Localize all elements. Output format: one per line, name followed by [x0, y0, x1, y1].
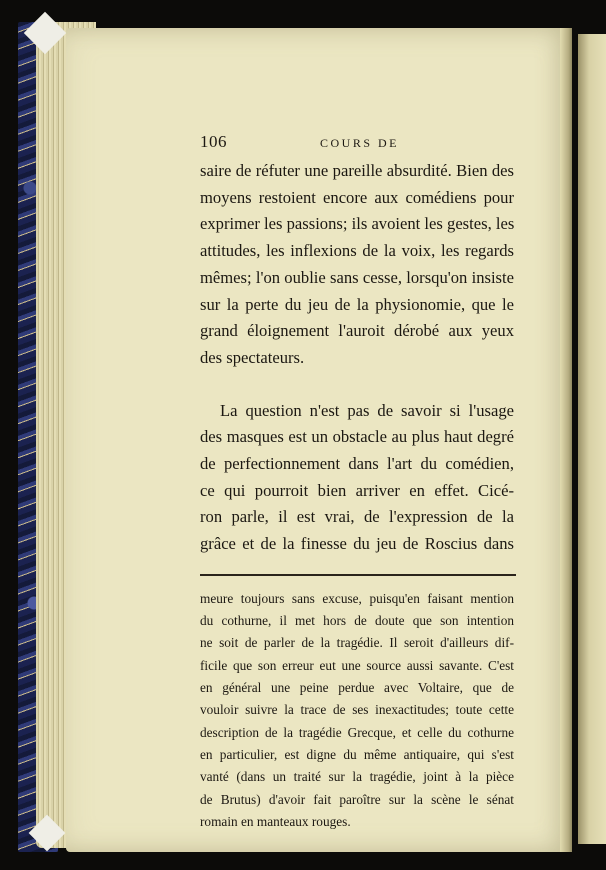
text-line: des masques est un obstacle au plus haut degré — [200, 427, 514, 447]
footnote-line: meure toujours sans excuse, puisqu'en faisant mention — [200, 590, 514, 606]
text-line: moyens restoient encore aux comédiens pour — [200, 187, 514, 207]
footnote-line: ficile que son erreur eut une source aussi savante. C'est — [200, 657, 514, 673]
footnote-line: du cothurne, il met hors de doute que son intention — [200, 613, 514, 629]
text-line: ron parle, il est vrai, de l'expression de la — [200, 507, 514, 527]
footnote-line: ne soit de parler de la tragédie. Il seroit d'ailleurs dif- — [200, 635, 514, 651]
facing-page-edge — [578, 34, 606, 844]
text-line: exprimer les passions; ils avoient les gestes, les — [200, 214, 515, 234]
footnote-line: vouloir suivre la trace de ses inexactitudes; toute cette — [200, 702, 514, 718]
page-text-block — [200, 132, 514, 833]
footnote-line: de Brutus) d'avoir fait paroître sur la scène le sénat — [200, 791, 514, 807]
footnote-line: vanté (dans un traité sur la tragédie, joint à la pièce — [200, 769, 514, 785]
footnote-line: en particulier, est digne du même antiquaire, qui s'est — [200, 746, 514, 762]
page-number: 106 — [200, 132, 227, 151]
text-line: La question n'est pas de savoir si l'usage — [220, 400, 514, 420]
text-line: sur la perte du jeu de la physionomie, que le — [200, 294, 514, 314]
page-header — [200, 132, 514, 158]
footnote-rule — [200, 574, 516, 576]
paragraph — [200, 158, 514, 372]
text-line: des spectateurs. — [200, 347, 305, 367]
text-line: grand éloignement l'auroit dérobé aux yeux — [200, 321, 514, 341]
paragraph — [200, 398, 514, 558]
footnote-line: romain en manteaux rouges. — [200, 813, 351, 829]
footnote-line: description de la tragédie Grecque, et celle du cothurne — [200, 724, 514, 740]
text-line: saire de réfuter une pareille absurdité. Bien des — [200, 161, 514, 180]
text-line: de perfectionnement dans l'art du comédien, — [200, 454, 514, 474]
running-title: COURS DE — [320, 136, 400, 150]
footnote-line: en général une peine perdue avec Voltaire, que de — [200, 680, 514, 696]
footnote — [200, 588, 514, 833]
main-text — [200, 158, 514, 558]
text-line: grâce et de la finesse du jeu de Roscius dans — [200, 534, 514, 554]
spine-shadow — [560, 28, 572, 852]
text-line: attitudes, les inflexions de la voix, les regards — [200, 241, 514, 261]
text-line: mêmes; l'on oublie sans cesse, lorsqu'on insiste — [200, 267, 514, 287]
text-line: ce qui pourroit bien arriver en effet. Cicé- — [200, 480, 514, 500]
